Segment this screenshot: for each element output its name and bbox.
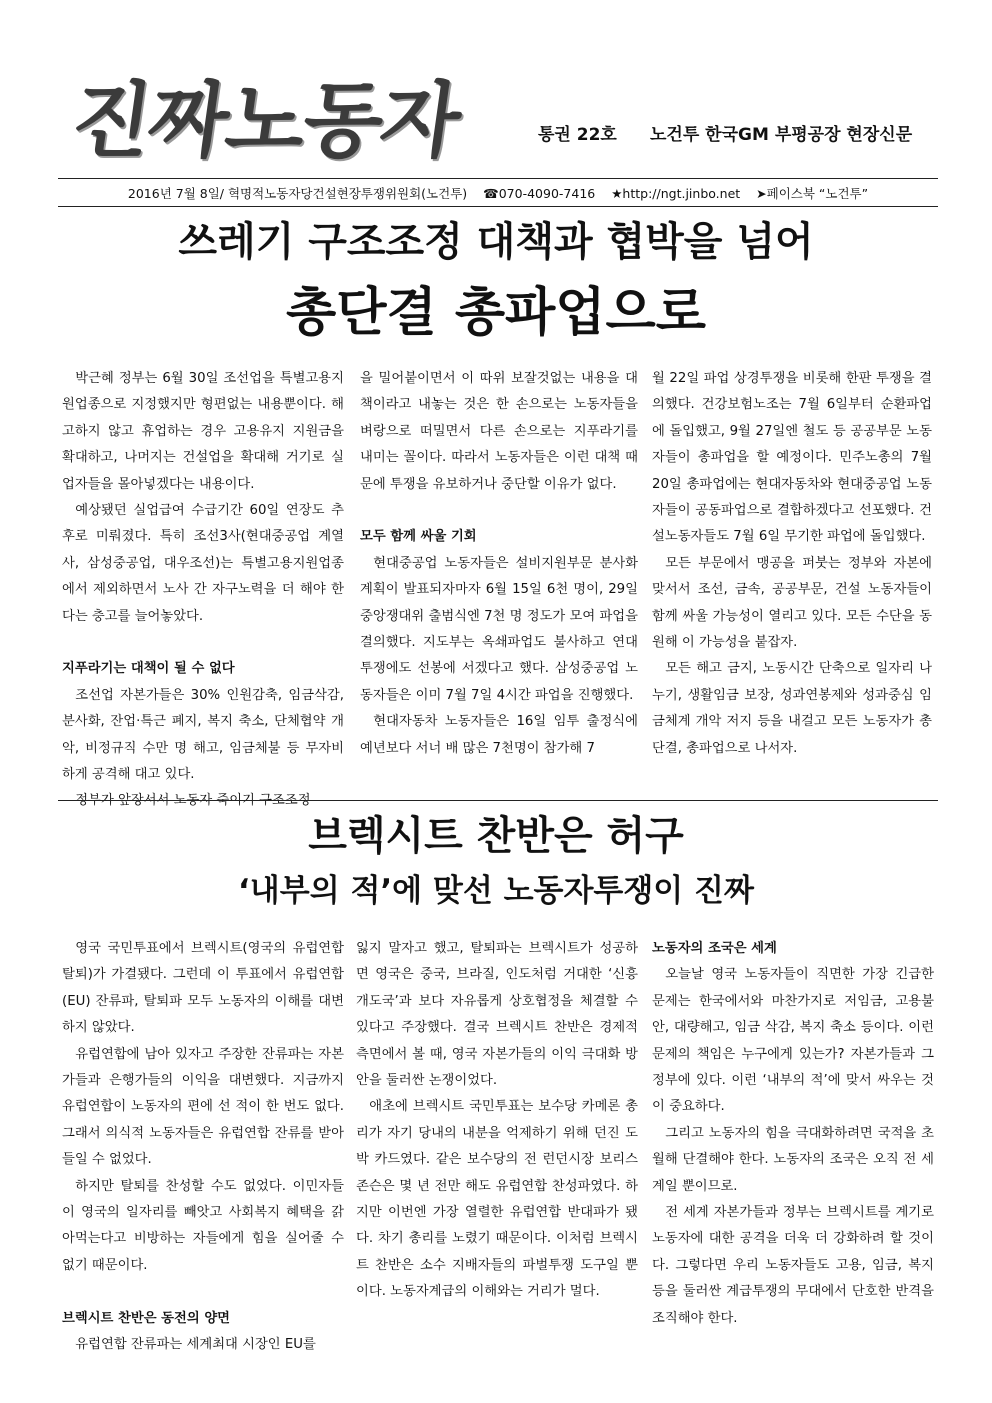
paragraph: 을 밀어붙이면서 이 따위 보잘것없는 내용을 대책이라고 내놓는 것은 한 손으로는 노동자들을 벼랑으로 떠밀면서 다른 손으로는 지푸라기를 내미는 꼴이다. 따라서 노동자들은 이런 대책 때문에 투쟁을 유보하거나 중단할 이유가 없다.	[360, 371, 638, 492]
paragraph: 전 세계 자본가들과 정부는 브렉시트를 계기로 노동자에 대한 공격을 더욱 더 강화하려 할 것이다. 그렇다면 우리 노동자들도 고용, 임금, 복지 등을 둘러싼 계급투쟁의 무대에서 단호한 반격을 조직해야 한다.	[652, 1205, 934, 1326]
article1-column-2	[360, 366, 638, 762]
paragraph: 영국 국민투표에서 브렉시트(영국의 유럽연합 탈퇴)가 가결됐다. 그런데 이 투표에서 유럽연합(EU) 잔류파, 탈퇴파 모두 노동자의 이해를 대변하지 않았다.	[62, 941, 344, 1036]
section-heading: 노동자의 조국은 세계	[652, 941, 777, 956]
phone-number: ☎070-4090-7416	[483, 186, 596, 201]
masthead-rule-bottom	[58, 206, 938, 207]
date-organization: 2016년 7월 8일/ 혁명적노동자당건설현장투쟁위원회(노건투)	[127, 186, 468, 201]
paper-name: 노건투 한국GM 부평공장 현장신문	[650, 125, 913, 145]
masthead-rule-top	[58, 178, 938, 179]
paragraph: 유럽연합에 남아 있자고 주장한 잔류파는 자본가들과 은행가들의 이익을 대변했다. 지금까지 유럽연합이 노동자의 편에 선 적이 한 번도 없다. 그래서 의식적 노동자들은 유럽연합 잔류를 받아들일 수 없었다.	[62, 1046, 344, 1168]
article2-column-2	[356, 936, 638, 1306]
paragraph: 정부가 앞장서서 노동자 죽이기 구조조정	[75, 793, 311, 809]
website-link[interactable]: ★http://ngt.jinbo.net	[611, 186, 741, 201]
newspaper-title: 진짜노동자	[65, 74, 465, 169]
paragraph: 월 22일 파업 상경투쟁을 비롯해 한판 투쟁을 결의했다. 건강보험노조는 7월 6일부터 순환파업에 돌입했고, 9월 27일엔 철도 등 공공부문 노동자들이 총파업을 할 예정이다. 민주노총의 7월 20일 총파업에는 현대자동차와 현대중공업 노동자들이 공동파업으로 결합하겠다고 선포했다. 건설노동자들도 7월 6일 무기한 파업에 돌입했다.	[652, 371, 932, 545]
article2-column-3	[652, 936, 934, 1332]
paragraph: 예상됐던 실업급여 수급기간 60일 연장도 추후로 미뤄졌다. 특히 조선3사(현대중공업 계열사, 삼성중공업, 대우조선)는 특별고용지원업종에서 제외하면서 노사 간 자구노력을 더 해야 한다는 충고를 늘어놓았다.	[62, 503, 344, 624]
facebook-link[interactable]: ➤페이스북 “노건투”	[756, 186, 869, 201]
article2-subheadline: ‘내부의 적’에 맞선 노동자투쟁이 진짜	[238, 873, 754, 909]
article1-column-3	[652, 366, 932, 762]
paragraph: 모든 해고 금지, 노동시간 단축으로 일자리 나누기, 생활임금 보장, 성과연봉제와 성과중심 임금체계 개악 저지 등을 내걸고 모든 노동자가 총단결, 총파업으로 나서자.	[652, 661, 932, 756]
article1-subheadline: 총단결 총파업으로	[286, 283, 706, 343]
section-heading: 지푸라기는 대책이 될 수 없다	[62, 661, 235, 677]
issue-number: 통권 22호	[538, 125, 617, 145]
paragraph: 현대중공업 노동자들은 설비지원부문 분사화 계획이 발표되자마자 6월 15일 6천 명이, 29일 중앙쟁대위 출범식엔 7천 명 정도가 모여 파업을 결의했다. 지도부는 옥쇄파업도 불사하고 연대투쟁에도 선봉에 서겠다고 했다. 삼성중공업 노동자들은 이미 7월 7일 4시간 파업을 진행했다.	[360, 555, 638, 703]
article1-headline: 쓰레기 구조조정 대책과 협박을 넘어	[178, 219, 814, 265]
paragraph: 유럽연합 잔류파는 세계최대 시장인 EU를	[75, 1337, 316, 1353]
article2-column-1	[62, 936, 344, 1358]
paragraph: 현대자동차 노동자들은 16일 임투 출정식에 예년보다 서너 배 많은 7천명이 참가해 7	[360, 714, 638, 756]
article2-headline: 브렉시트 찬반은 허구	[308, 813, 684, 859]
paragraph: 잃지 말자고 했고, 탈퇴파는 브렉시트가 성공하면 영국은 중국, 브라질, 인도처럼 거대한 ‘신흥 개도국’과 보다 자유롭게 상호협정을 체결할 수 있다고 주장했다. 결국 브렉시트 찬반은 경제적 측면에서 볼 때, 영국 자본가들의 이익 극대화 방안을 둘러싼 논쟁이었다.	[356, 941, 638, 1089]
paragraph: 박근혜 정부는 6월 30일 조선업을 특별고용지원업종으로 지정했지만 형편없는 내용뿐이다. 해고하지 않고 휴업하는 경우 고용유지 지원금을 확대하고, 나머지는 건설업을 확대해 거기로 실업자들을 몰아넣겠다는 내용이다.	[62, 371, 344, 492]
paragraph: 모든 부문에서 맹공을 퍼붓는 정부와 자본에 맞서서 조선, 금속, 공공부문, 건설 노동자들이 함께 싸울 가능성이 열리고 있다. 모든 수단을 동원해 이 가능성을 붙잡자.	[652, 555, 932, 651]
paragraph: 애초에 브렉시트 국민투표는 보수당 카메론 총리가 자기 당내의 내분을 억제하기 위해 던진 도박 카드였다. 같은 보수당의 전 런던시장 보리스 존슨은 몇 년 전만 해도 유럽연합 찬성파였다. 하지만 이번엔 가장 열렬한 유럽연합 반대파가 됐다. 차기 총리를 노렸기 때문이다. 이처럼 브렉시트 찬반은 소수 지배자들의 파벌투쟁 도구일 뿐이다. 노동자계급의 이해와는 거리가 멀다.	[356, 1099, 638, 1300]
section-heading: 모두 함께 싸울 기회	[360, 529, 477, 545]
article1-column-1	[62, 366, 344, 815]
article-divider	[58, 800, 938, 801]
info-line	[58, 184, 938, 202]
paragraph: 조선업 자본가들은 30% 인원감축, 임금삭감, 분사화, 잔업·특근 폐지, 복지 축소, 단체협약 개악, 비정규직 수만 명 해고, 임금체불 등 무자비하게 공격해 대고 있다.	[62, 687, 344, 783]
paragraph: 오늘날 영국 노동자들이 직면한 가장 긴급한 문제는 한국에서와 마찬가지로 저임금, 고용불안, 대량해고, 임금 삭감, 복지 축소 등이다. 이런 문제의 책임은 누구에게 있는가? 자본가들과 그 정부에 있다. 이런 ‘내부의 적’에 맞서 싸우는 것이 중요하다.	[652, 967, 934, 1115]
section-heading: 브렉시트 찬반은 동전의 양면	[62, 1310, 231, 1326]
paragraph: 하지만 탈퇴를 찬성할 수도 없었다. 이민자들이 영국의 일자리를 빼앗고 사회복지 혜택을 갉아먹는다고 비방하는 자들에게 힘을 실어줄 수 없기 때문이다.	[62, 1178, 344, 1273]
paragraph: 그리고 노동자의 힘을 극대화하려면 국적을 초월해 단결해야 한다. 노동자의 조국은 오직 전 세계일 뿐이므로.	[652, 1125, 934, 1194]
